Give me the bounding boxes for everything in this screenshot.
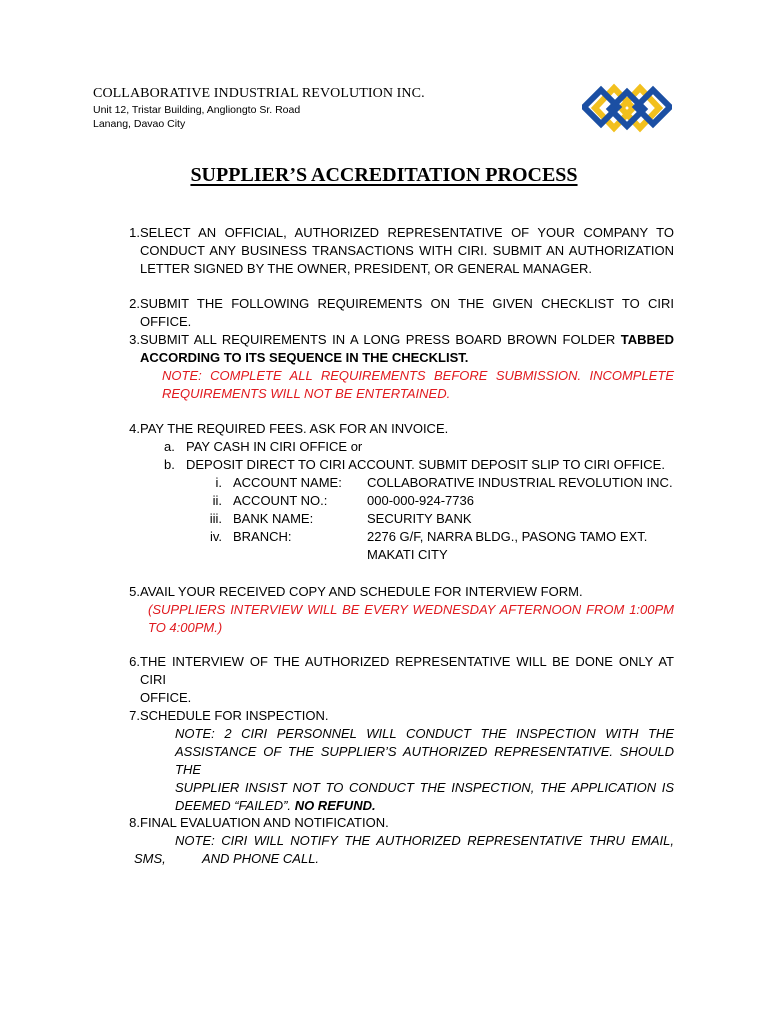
note-line: AND PHONE CALL. xyxy=(202,851,320,866)
note-line: NOTE: 2 CIRI PERSONNEL WILL CONDUCT THE INSPECTION WITH THE xyxy=(175,726,674,741)
step-number: 5. xyxy=(129,584,140,599)
step-text-line: CONDUCT ANY BUSINESS TRANSACTIONS WITH CIRI. SUBMIT AN AUTHORIZATION xyxy=(140,243,674,258)
account-label: BANK NAME: xyxy=(233,511,314,526)
step-5-note xyxy=(148,601,674,637)
step-text-line: FINAL EVALUATION AND NOTIFICATION. xyxy=(140,815,389,830)
sub-label-a: a. xyxy=(164,439,175,454)
step-text-line: LETTER SIGNED BY THE OWNER, PRESIDENT, OR GENERAL MANAGER. xyxy=(140,261,592,276)
account-label: ACCOUNT NAME: xyxy=(233,475,342,490)
step-number: 2. xyxy=(129,296,140,311)
step-number: 6. xyxy=(129,654,140,669)
account-label: ACCOUNT NO.: xyxy=(233,493,328,508)
page-title: SUPPLIER’S ACCREDITATION PROCESS xyxy=(190,164,578,186)
note-line: (SUPPLIERS INTERVIEW WILL BE EVERY WEDNESDAY AFTERNOON FROM 1:00PM xyxy=(148,602,674,617)
roman-numeral: i. xyxy=(215,475,222,490)
roman-numeral: iii. xyxy=(209,511,222,526)
account-value: SECURITY BANK xyxy=(367,511,472,526)
step-number: 3. xyxy=(129,332,140,347)
step-text-bold: TABBED xyxy=(620,332,674,347)
step-number: 7. xyxy=(129,708,140,723)
note-line: NOTE: COMPLETE ALL REQUIREMENTS BEFORE SUBMISSION. INCOMPLETE xyxy=(162,368,674,383)
step-text-line: SUBMIT THE FOLLOWING REQUIREMENTS ON THE GIVEN CHECKLIST TO CIRI OFFICE. xyxy=(140,296,674,329)
step-number: 8. xyxy=(129,815,140,830)
address-line-2: Lanang, Davao City xyxy=(93,118,186,130)
roman-numeral: ii. xyxy=(212,493,222,508)
no-refund-text: NO REFUND. xyxy=(294,798,376,813)
step-7-note xyxy=(175,725,674,815)
note-line: SUPPLIER INSIST NOT TO CONDUCT THE INSPECTION, THE APPLICATION IS xyxy=(175,780,674,795)
step-text-line: OFFICE. xyxy=(140,690,192,705)
step-text-line: AVAIL YOUR RECEIVED COPY AND SCHEDULE FOR INTERVIEW FORM. xyxy=(140,584,583,599)
note-line: REQUIREMENTS WILL NOT BE ENTERTAINED. xyxy=(162,386,451,401)
company-name: COLLABORATIVE INDUSTRIAL REVOLUTION INC. xyxy=(93,86,425,101)
note-line: ASSISTANCE OF THE SUPPLIER’S AUTHORIZED REPRESENTATIVE. SHOULD THE xyxy=(175,744,674,777)
account-value: COLLABORATIVE INDUSTRIAL REVOLUTION INC. xyxy=(367,475,673,490)
sub-item-a: PAY CASH IN CIRI OFFICE or xyxy=(186,439,363,454)
step-text: SUBMIT ALL REQUIREMENTS IN A LONG PRESS BOARD BROWN FOLDER xyxy=(140,332,616,347)
note-line: SMS, xyxy=(134,851,166,866)
roman-numeral: iv. xyxy=(209,529,222,544)
account-value: 2276 G/F, NARRA BLDG., PASONG TAMO EXT. xyxy=(367,529,648,544)
account-value: 000-000-924-7736 xyxy=(367,493,474,508)
note-text: DEEMED “FAILED”. xyxy=(175,798,292,813)
step-text-line: THE INTERVIEW OF THE AUTHORIZED REPRESENTATIVE WILL BE DONE ONLY AT CIRI xyxy=(140,654,674,687)
account-label: BRANCH: xyxy=(233,529,292,544)
note-line: NOTE: CIRI WILL NOTIFY THE AUTHORIZED REPRESENTATIVE THRU EMAIL, xyxy=(175,833,674,848)
company-logo xyxy=(582,80,672,140)
branch-city: MAKATI CITY xyxy=(367,547,448,562)
sub-item-b: DEPOSIT DIRECT TO CIRI ACCOUNT. SUBMIT DEPOSIT SLIP TO CIRI OFFICE. xyxy=(186,457,665,472)
step-text-line: SCHEDULE FOR INSPECTION. xyxy=(140,708,329,723)
note-line xyxy=(175,797,674,815)
sub-label-b: b. xyxy=(164,457,175,472)
step-text-line: SELECT AN OFFICIAL, AUTHORIZED REPRESENTATIVE OF YOUR COMPANY TO xyxy=(140,225,674,240)
address-line-1: Unit 12, Tristar Building, Angliongto Sr. Road xyxy=(93,104,301,116)
step-text-line: PAY THE REQUIRED FEES. ASK FOR AN INVOICE. xyxy=(140,421,449,436)
step-number: 1. xyxy=(129,225,140,240)
step-3-note xyxy=(162,367,674,403)
note-line: TO 4:00PM.) xyxy=(148,620,223,635)
step-text-bold-line: ACCORDING TO ITS SEQUENCE IN THE CHECKLIST. xyxy=(140,350,469,365)
step-text-line xyxy=(140,331,674,349)
step-number: 4. xyxy=(129,421,140,436)
